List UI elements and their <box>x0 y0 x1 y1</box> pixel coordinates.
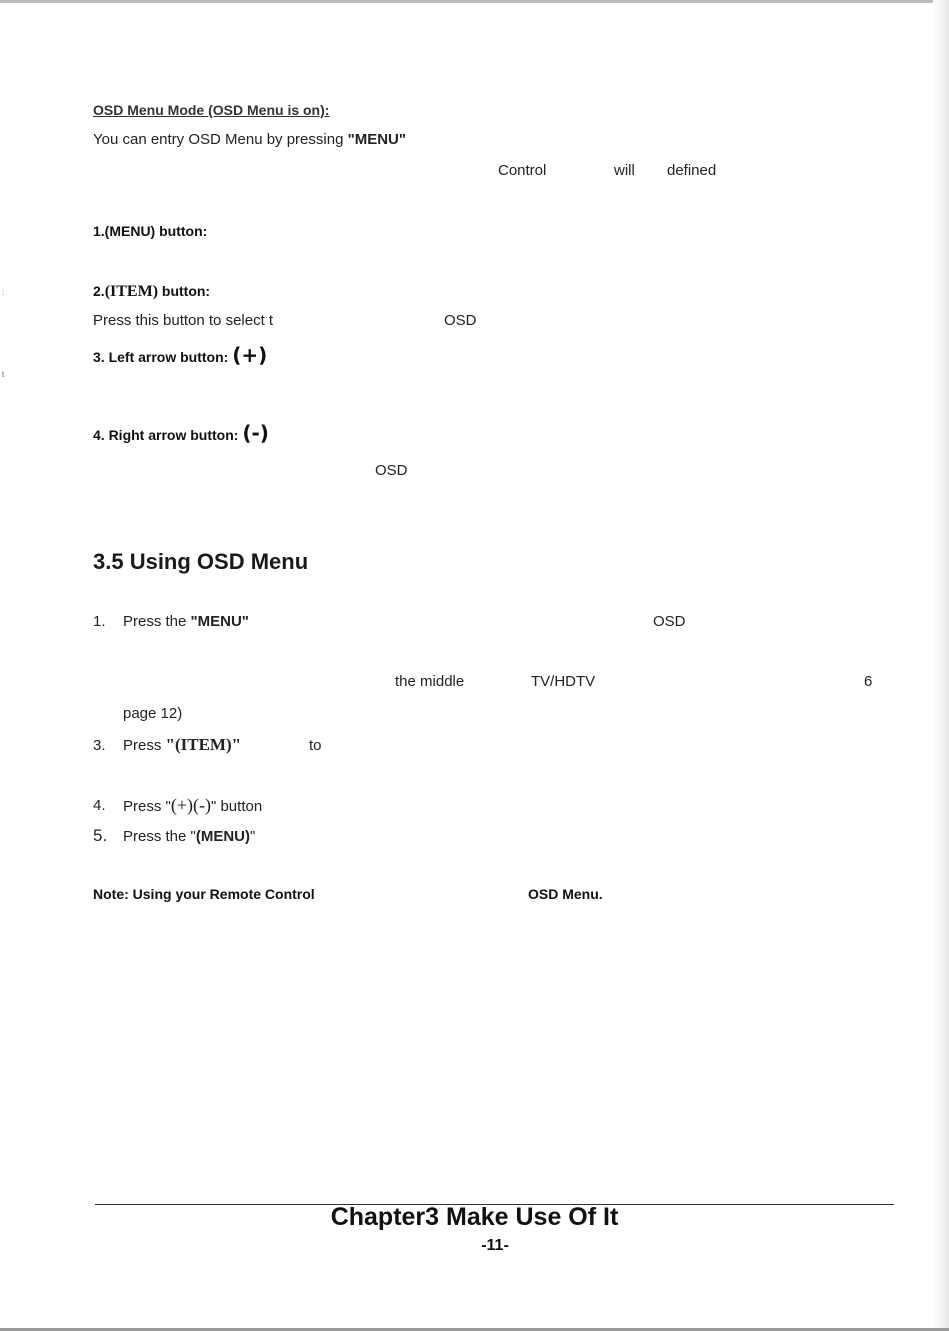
margin-mark: t <box>2 370 5 379</box>
step-3 <box>123 735 241 755</box>
step-4 <box>123 795 262 816</box>
step-4-suffix: " button <box>210 798 263 815</box>
fragment-the-middle: the middle <box>395 673 465 690</box>
item-heading-key: (ITEM) <box>104 283 159 300</box>
step-3-number: 3. <box>93 737 106 754</box>
step-5-suffix: " <box>250 828 256 845</box>
footer-page-number: -11- <box>481 1237 509 1254</box>
item-button-heading <box>93 283 210 301</box>
step-3-to: to <box>309 737 322 754</box>
osd-mode-intro <box>93 131 406 148</box>
step-5-text: Press the " <box>123 828 196 845</box>
item-heading-prefix: 2. <box>93 283 105 299</box>
item-heading-suffix: button: <box>158 283 211 299</box>
osd-fragment-defined: defined <box>667 162 717 179</box>
step-3-text: Press <box>123 737 166 754</box>
minus-symbol-icon: (-) <box>242 421 269 445</box>
scan-edge-right <box>933 0 949 1331</box>
right-arrow-heading <box>93 421 269 445</box>
note-osd-menu: OSD Menu. <box>528 886 603 902</box>
osd-mode-intro-key: "MENU" <box>347 131 406 148</box>
plus-symbol-icon: (+) <box>232 343 268 367</box>
step-4-text: Press " <box>123 798 171 815</box>
left-arrow-heading <box>93 343 267 367</box>
osd-mode-title: OSD Menu Mode (OSD Menu is on): <box>93 102 330 118</box>
margin-mark: : <box>2 288 5 297</box>
footer-chapter-title: Chapter3 Make Use Of It <box>330 1203 619 1231</box>
fragment-six: 6 <box>864 673 873 690</box>
step-4-key: (+)(-) <box>170 795 211 815</box>
osd-fragment-control: Control <box>498 162 547 179</box>
left-arrow-label: 3. Left arrow button: <box>93 349 233 365</box>
item-osd-fragment: OSD <box>444 312 477 329</box>
step-4-number: 4. <box>93 797 106 814</box>
step-1-number: 1. <box>93 613 106 630</box>
osd-fragment-will: will <box>614 162 635 179</box>
step-5-number: 5. <box>93 826 108 845</box>
right-arrow-osd-fragment: OSD <box>375 462 408 479</box>
fragment-page-12: page 12) <box>123 705 183 722</box>
step-1 <box>123 613 249 630</box>
step-3-key: "(ITEM)" <box>165 735 242 754</box>
scan-edge-top <box>0 0 949 3</box>
section-title: 3.5 Using OSD Menu <box>93 549 309 574</box>
menu-button-heading: 1.(MENU) button: <box>93 223 208 239</box>
step-5 <box>123 828 255 845</box>
osd-mode-intro-text: You can entry OSD Menu by pressing <box>93 131 348 148</box>
step-1-text: Press the <box>123 613 191 630</box>
step-1-key: "MENU" <box>190 613 249 630</box>
step-1-osd-fragment: OSD <box>653 613 686 630</box>
fragment-tv-hdtv: TV/HDTV <box>531 673 596 690</box>
item-button-description: Press this button to select t <box>93 312 274 329</box>
right-arrow-label: 4. Right arrow button: <box>93 427 243 443</box>
note-text: Note: Using your Remote Control <box>93 886 315 902</box>
step-5-key: (MENU) <box>195 828 251 845</box>
